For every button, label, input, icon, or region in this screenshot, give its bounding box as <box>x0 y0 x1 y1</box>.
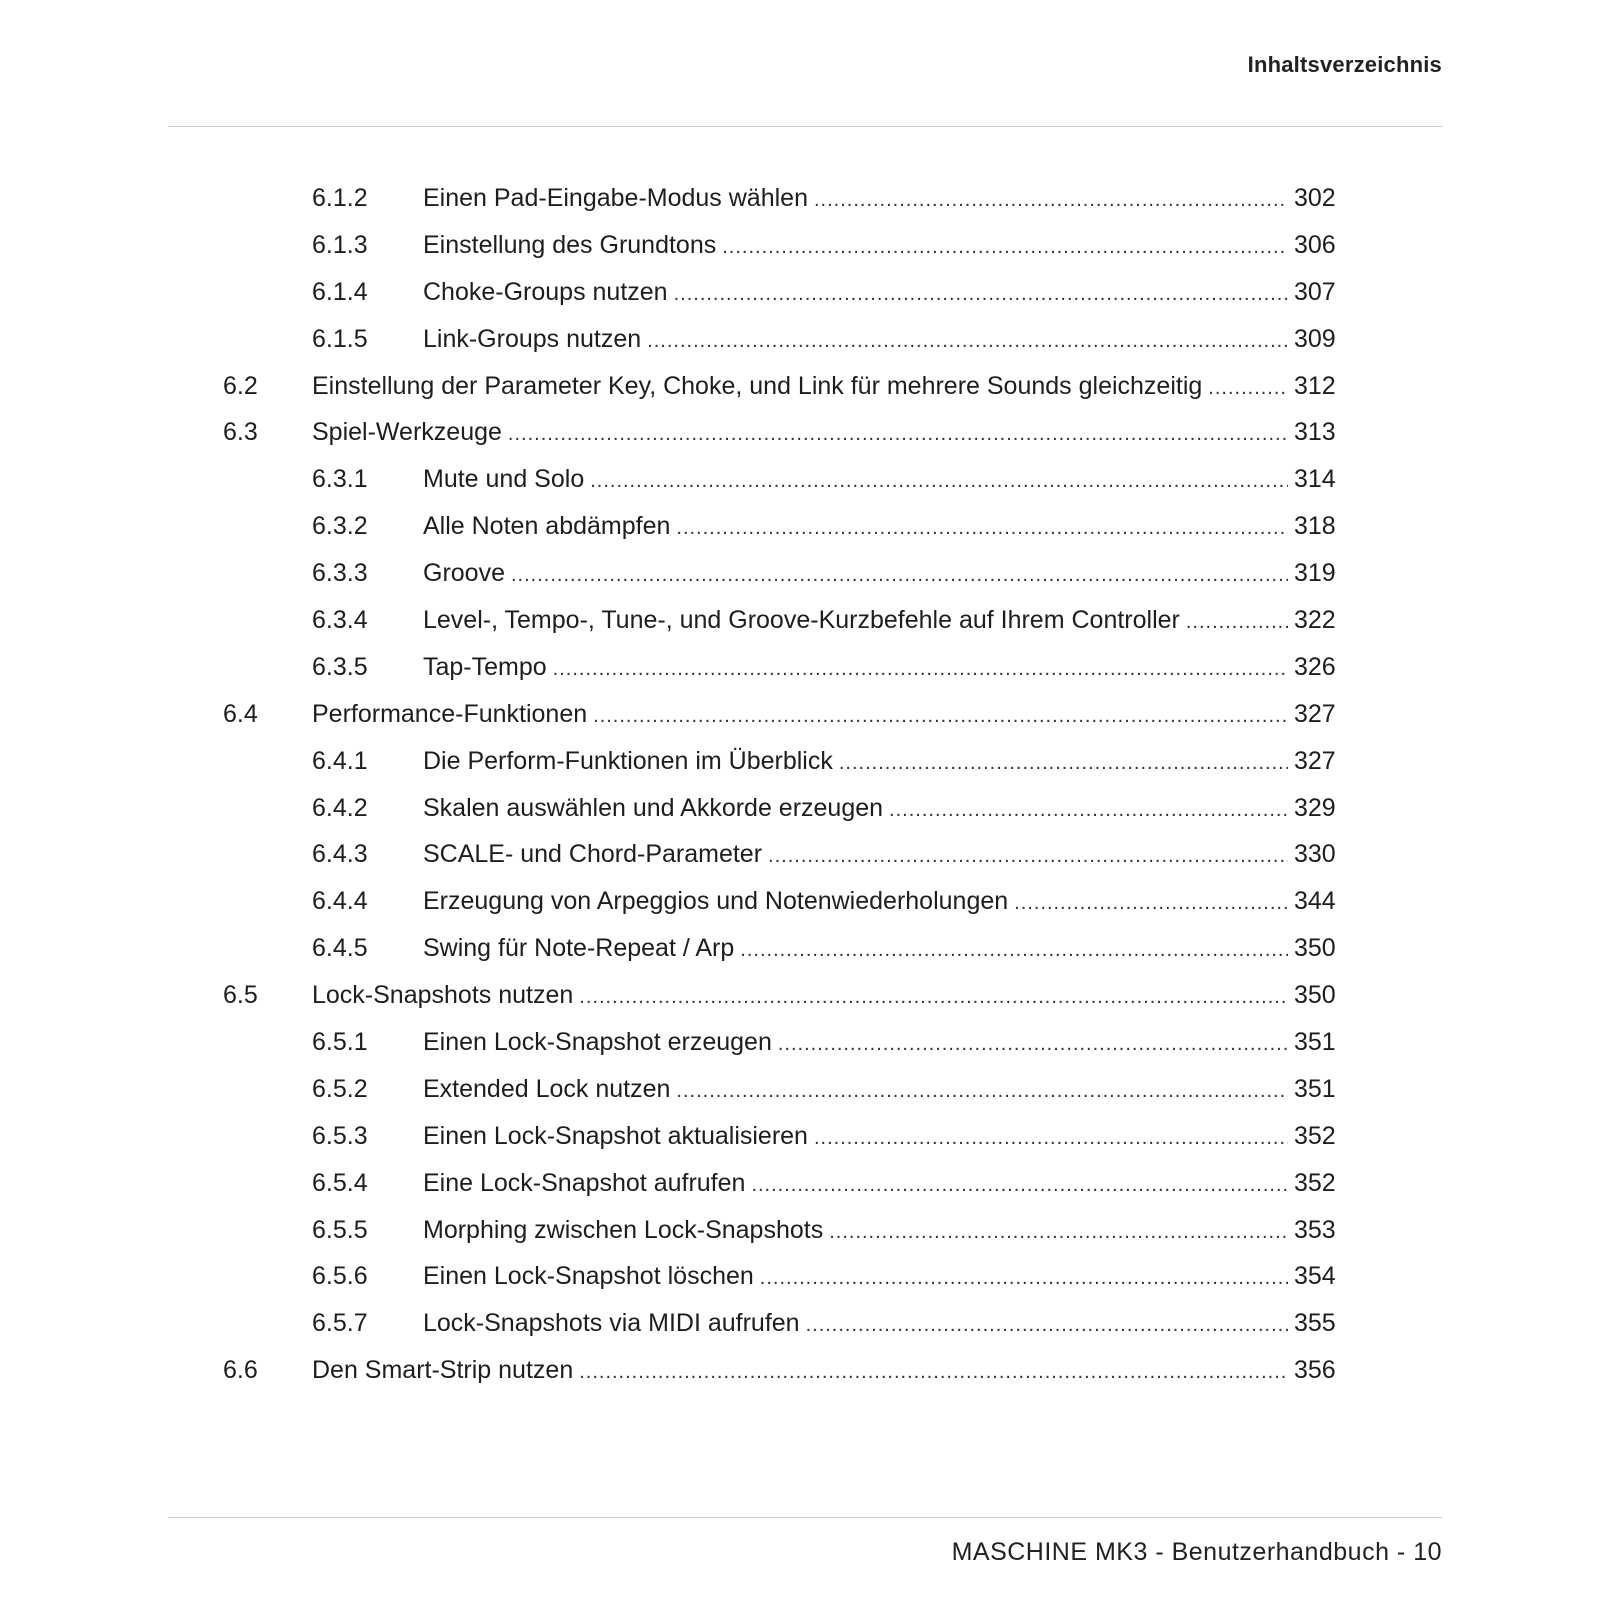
toc-entry-page-number[interactable]: 322 <box>1294 606 1336 635</box>
toc-entry-line <box>423 1019 1334 1068</box>
toc-entry-line <box>423 1300 1334 1349</box>
toc-dot-leader <box>722 224 1288 271</box>
toc-entry-page-number[interactable]: 327 <box>1294 699 1336 728</box>
toc-dot-leader <box>829 1209 1288 1256</box>
toc-entry-line <box>423 738 1334 787</box>
toc-entry-number: 6.4 <box>223 699 258 728</box>
toc-entry-line <box>423 597 1334 646</box>
toc-entry-line <box>423 878 1334 927</box>
toc-entry[interactable] <box>0 878 1600 925</box>
toc-entry-title[interactable]: Skalen auswählen und Akkorde erzeugen <box>423 793 884 822</box>
toc-dot-leader <box>676 505 1288 552</box>
toc-entry-title[interactable]: Swing für Note-Repeat / Arp <box>423 934 735 963</box>
toc-entry-title[interactable]: Spiel-Werkzeuge <box>312 418 502 447</box>
toc-dot-leader <box>579 974 1288 1021</box>
toc-entry-number: 6.3.2 <box>312 512 368 541</box>
toc-entry[interactable] <box>0 738 1600 785</box>
toc-entry[interactable] <box>0 1066 1600 1113</box>
toc-entry[interactable] <box>0 269 1600 316</box>
toc-dot-leader <box>553 646 1288 693</box>
toc-entry-title[interactable]: Link-Groups nutzen <box>423 324 642 353</box>
toc-entry-page-number[interactable]: 352 <box>1294 1121 1336 1150</box>
toc-entry-number: 6.1.5 <box>312 324 368 353</box>
toc-entry[interactable] <box>0 550 1600 597</box>
running-header-title: Inhaltsverzeichnis <box>1247 52 1442 77</box>
toc-entry[interactable] <box>0 1160 1600 1207</box>
toc-entry-page-number[interactable]: 313 <box>1294 418 1336 447</box>
toc-entry-page-number[interactable]: 352 <box>1294 1168 1336 1197</box>
toc-entry-number: 6.5.2 <box>312 1074 368 1103</box>
toc-dot-leader <box>1186 599 1288 646</box>
toc-entry-line <box>423 1066 1334 1115</box>
toc-entry-title[interactable]: Einstellung des Grundtons <box>423 230 717 259</box>
toc-entry-page-number[interactable]: 312 <box>1294 371 1336 400</box>
toc-dot-leader <box>814 1115 1288 1162</box>
toc-entry-title[interactable]: Morphing zwischen Lock-Snapshots <box>423 1215 824 1244</box>
toc-entry-title[interactable]: Choke-Groups nutzen <box>423 277 668 306</box>
toc-entry-line <box>312 691 1334 740</box>
toc-entry[interactable] <box>0 316 1600 363</box>
header-divider <box>168 126 1442 127</box>
toc-entry-page-number[interactable]: 330 <box>1294 840 1336 869</box>
toc-entry[interactable] <box>0 1253 1600 1300</box>
toc-entry-title[interactable]: Erzeugung von Arpeggios und Notenwiederholungen <box>423 887 1009 916</box>
toc-entry-number: 6.1.4 <box>312 277 368 306</box>
footer-divider <box>168 1517 1442 1518</box>
toc-entry[interactable] <box>0 222 1600 269</box>
toc-entry[interactable] <box>0 691 1600 738</box>
toc-entry[interactable] <box>0 175 1600 222</box>
toc-entry[interactable] <box>0 503 1600 550</box>
running-footer: MASCHINE MK3 - Benutzerhandbuch - 10 <box>951 1538 1442 1566</box>
toc-entry-number: 6.3.3 <box>312 559 368 588</box>
toc-entry-number: 6.4.2 <box>312 793 368 822</box>
toc-entry-page-number[interactable]: 306 <box>1294 230 1336 259</box>
toc-entry-title[interactable]: Lock-Snapshots nutzen <box>312 981 574 1010</box>
toc-entry[interactable] <box>0 785 1600 832</box>
toc-entry-line <box>312 409 1334 458</box>
toc-entry-number: 6.5.5 <box>312 1215 368 1244</box>
toc-entry[interactable] <box>0 1300 1600 1347</box>
toc-entry[interactable] <box>0 1113 1600 1160</box>
toc-entry-number: 6.2 <box>223 371 258 400</box>
toc-entry[interactable] <box>0 972 1600 1019</box>
toc-entry-page-number[interactable]: 351 <box>1294 1028 1336 1057</box>
toc-entry[interactable] <box>0 925 1600 972</box>
toc-dot-leader <box>676 1068 1288 1115</box>
toc-entry-title[interactable]: Tap-Tempo <box>423 652 547 681</box>
toc-entry-page-number[interactable]: 302 <box>1294 184 1336 212</box>
toc-entry-number: 6.5.1 <box>312 1028 368 1057</box>
toc-dot-leader <box>760 1255 1288 1302</box>
toc-entry-title[interactable]: Alle Noten abdämpfen <box>423 512 671 541</box>
toc-dot-leader <box>806 1302 1288 1349</box>
toc-entry[interactable] <box>0 597 1600 644</box>
toc-entry-line <box>423 503 1334 552</box>
toc-entry-page-number[interactable]: 353 <box>1294 1215 1336 1244</box>
toc-dot-leader <box>590 458 1288 505</box>
toc-entry-line <box>423 269 1334 318</box>
toc-entry-title[interactable]: SCALE- und Chord-Parameter <box>423 840 763 869</box>
toc-entry-line <box>423 1253 1334 1302</box>
toc-entry-title[interactable]: Lock-Snapshots via MIDI aufrufen <box>423 1309 800 1338</box>
toc-entry-line <box>423 1160 1334 1209</box>
toc-entry-page-number[interactable]: 326 <box>1294 652 1336 681</box>
toc-entry-page-number[interactable]: 350 <box>1294 934 1336 963</box>
toc-dot-leader <box>889 787 1288 834</box>
toc-entry-page-number[interactable]: 319 <box>1294 559 1336 588</box>
toc-entry[interactable] <box>0 1347 1600 1394</box>
toc-entry-number: 6.6 <box>223 1356 258 1385</box>
toc-entry-line <box>423 550 1334 599</box>
toc-dot-leader <box>814 177 1288 224</box>
toc-entry-line <box>423 456 1334 505</box>
toc-entry-title[interactable]: Level-, Tempo-, Tune-, und Groove-Kurzbefehle auf Ihrem Controller <box>423 606 1180 635</box>
toc-entry-line <box>312 1347 1334 1396</box>
toc-entry-number: 6.5 <box>223 981 258 1010</box>
toc-entry-line <box>423 925 1334 974</box>
toc-dot-leader <box>647 318 1288 365</box>
toc-dot-leader <box>1014 880 1288 927</box>
toc-entry-number: 6.4.1 <box>312 746 368 775</box>
toc-entry[interactable] <box>0 1207 1600 1254</box>
toc-entry[interactable] <box>0 456 1600 503</box>
toc-dot-leader <box>1208 365 1288 412</box>
toc-dot-leader <box>778 1021 1288 1068</box>
toc-entry-line <box>423 1113 1334 1162</box>
toc-entry-title[interactable]: Extended Lock nutzen <box>423 1074 671 1103</box>
toc-entry-number: 6.1.3 <box>312 230 368 259</box>
toc-entry-page-number[interactable]: 318 <box>1294 512 1336 541</box>
toc-entry-line <box>312 363 1334 412</box>
toc-entry-line <box>312 972 1334 1021</box>
toc-entry-page-number[interactable]: 355 <box>1294 1309 1336 1338</box>
toc-entry-number: 6.4.5 <box>312 934 368 963</box>
toc-entry-number: 6.5.3 <box>312 1121 368 1150</box>
toc-entry[interactable] <box>0 409 1600 456</box>
toc-entry-number: 6.5.6 <box>312 1262 368 1291</box>
toc-entry-line <box>423 316 1334 365</box>
toc-entry-title[interactable]: Einen Lock-Snapshot aktualisieren <box>423 1121 808 1150</box>
toc-entry-page-number[interactable]: 329 <box>1294 793 1336 822</box>
toc-entry-number: 6.3.5 <box>312 652 368 681</box>
toc-dot-leader <box>674 271 1288 318</box>
toc-entry-title[interactable]: Einen Pad-Eingabe-Modus wählen <box>423 184 808 212</box>
toc-entry-page-number[interactable]: 350 <box>1294 981 1336 1010</box>
toc-entry[interactable] <box>0 363 1600 410</box>
toc-entry-line <box>423 785 1334 834</box>
toc-entry-title[interactable]: Den Smart-Strip nutzen <box>312 1356 574 1385</box>
table-of-contents <box>0 175 1600 1394</box>
toc-entry-number: 6.3 <box>223 418 258 447</box>
toc-entry-line <box>423 222 1334 271</box>
toc-entry[interactable] <box>0 644 1600 691</box>
toc-entry-page-number[interactable]: 356 <box>1294 1356 1336 1385</box>
toc-entry-title[interactable]: Die Perform-Funktionen im Überblick <box>423 746 833 775</box>
toc-entry-title[interactable]: Mute und Solo <box>423 465 585 494</box>
toc-dot-leader <box>579 1349 1288 1396</box>
toc-entry-page-number[interactable]: 309 <box>1294 324 1336 353</box>
toc-dot-leader <box>593 693 1288 740</box>
toc-entry-title[interactable]: Einen Lock-Snapshot löschen <box>423 1262 754 1291</box>
toc-entry-line <box>423 1207 1334 1256</box>
toc-entry-number: 6.5.4 <box>312 1168 368 1197</box>
toc-entry-title[interactable]: Performance-Funktionen <box>312 699 588 728</box>
toc-entry-title[interactable]: Groove <box>423 559 505 588</box>
toc-entry-number: 6.4.3 <box>312 840 368 869</box>
toc-entry-number: 6.3.4 <box>312 606 368 635</box>
toc-entry-number: 6.1.2 <box>312 184 368 212</box>
toc-entry[interactable] <box>0 1019 1600 1066</box>
toc-dot-leader <box>511 552 1288 599</box>
toc-entry[interactable] <box>0 831 1600 878</box>
toc-entry-line <box>423 831 1334 880</box>
toc-entry-title[interactable]: Einen Lock-Snapshot erzeugen <box>423 1028 772 1057</box>
toc-entry-page-number[interactable]: 314 <box>1294 465 1336 494</box>
toc-entry-page-number[interactable]: 307 <box>1294 277 1336 306</box>
toc-entry-number: 6.5.7 <box>312 1309 368 1338</box>
toc-entry-title[interactable]: Einstellung der Parameter Key, Choke, und Link für mehrere Sounds gleichzeitig <box>312 371 1203 400</box>
toc-entry-title[interactable]: Eine Lock-Snapshot aufrufen <box>423 1168 746 1197</box>
toc-entry-page-number[interactable]: 344 <box>1294 887 1336 916</box>
toc-dot-leader <box>508 411 1288 458</box>
toc-dot-leader <box>768 833 1288 880</box>
toc-entry-number: 6.3.1 <box>312 465 368 494</box>
toc-entry-line <box>423 175 1334 224</box>
toc-entry-page-number[interactable]: 351 <box>1294 1074 1336 1103</box>
toc-dot-leader <box>751 1162 1288 1209</box>
toc-dot-leader <box>839 740 1288 787</box>
toc-entry-page-number[interactable]: 327 <box>1294 746 1336 775</box>
toc-entry-line <box>423 644 1334 693</box>
toc-entry-page-number[interactable]: 354 <box>1294 1262 1336 1291</box>
toc-entry-number: 6.4.4 <box>312 887 368 916</box>
toc-dot-leader <box>740 927 1288 974</box>
